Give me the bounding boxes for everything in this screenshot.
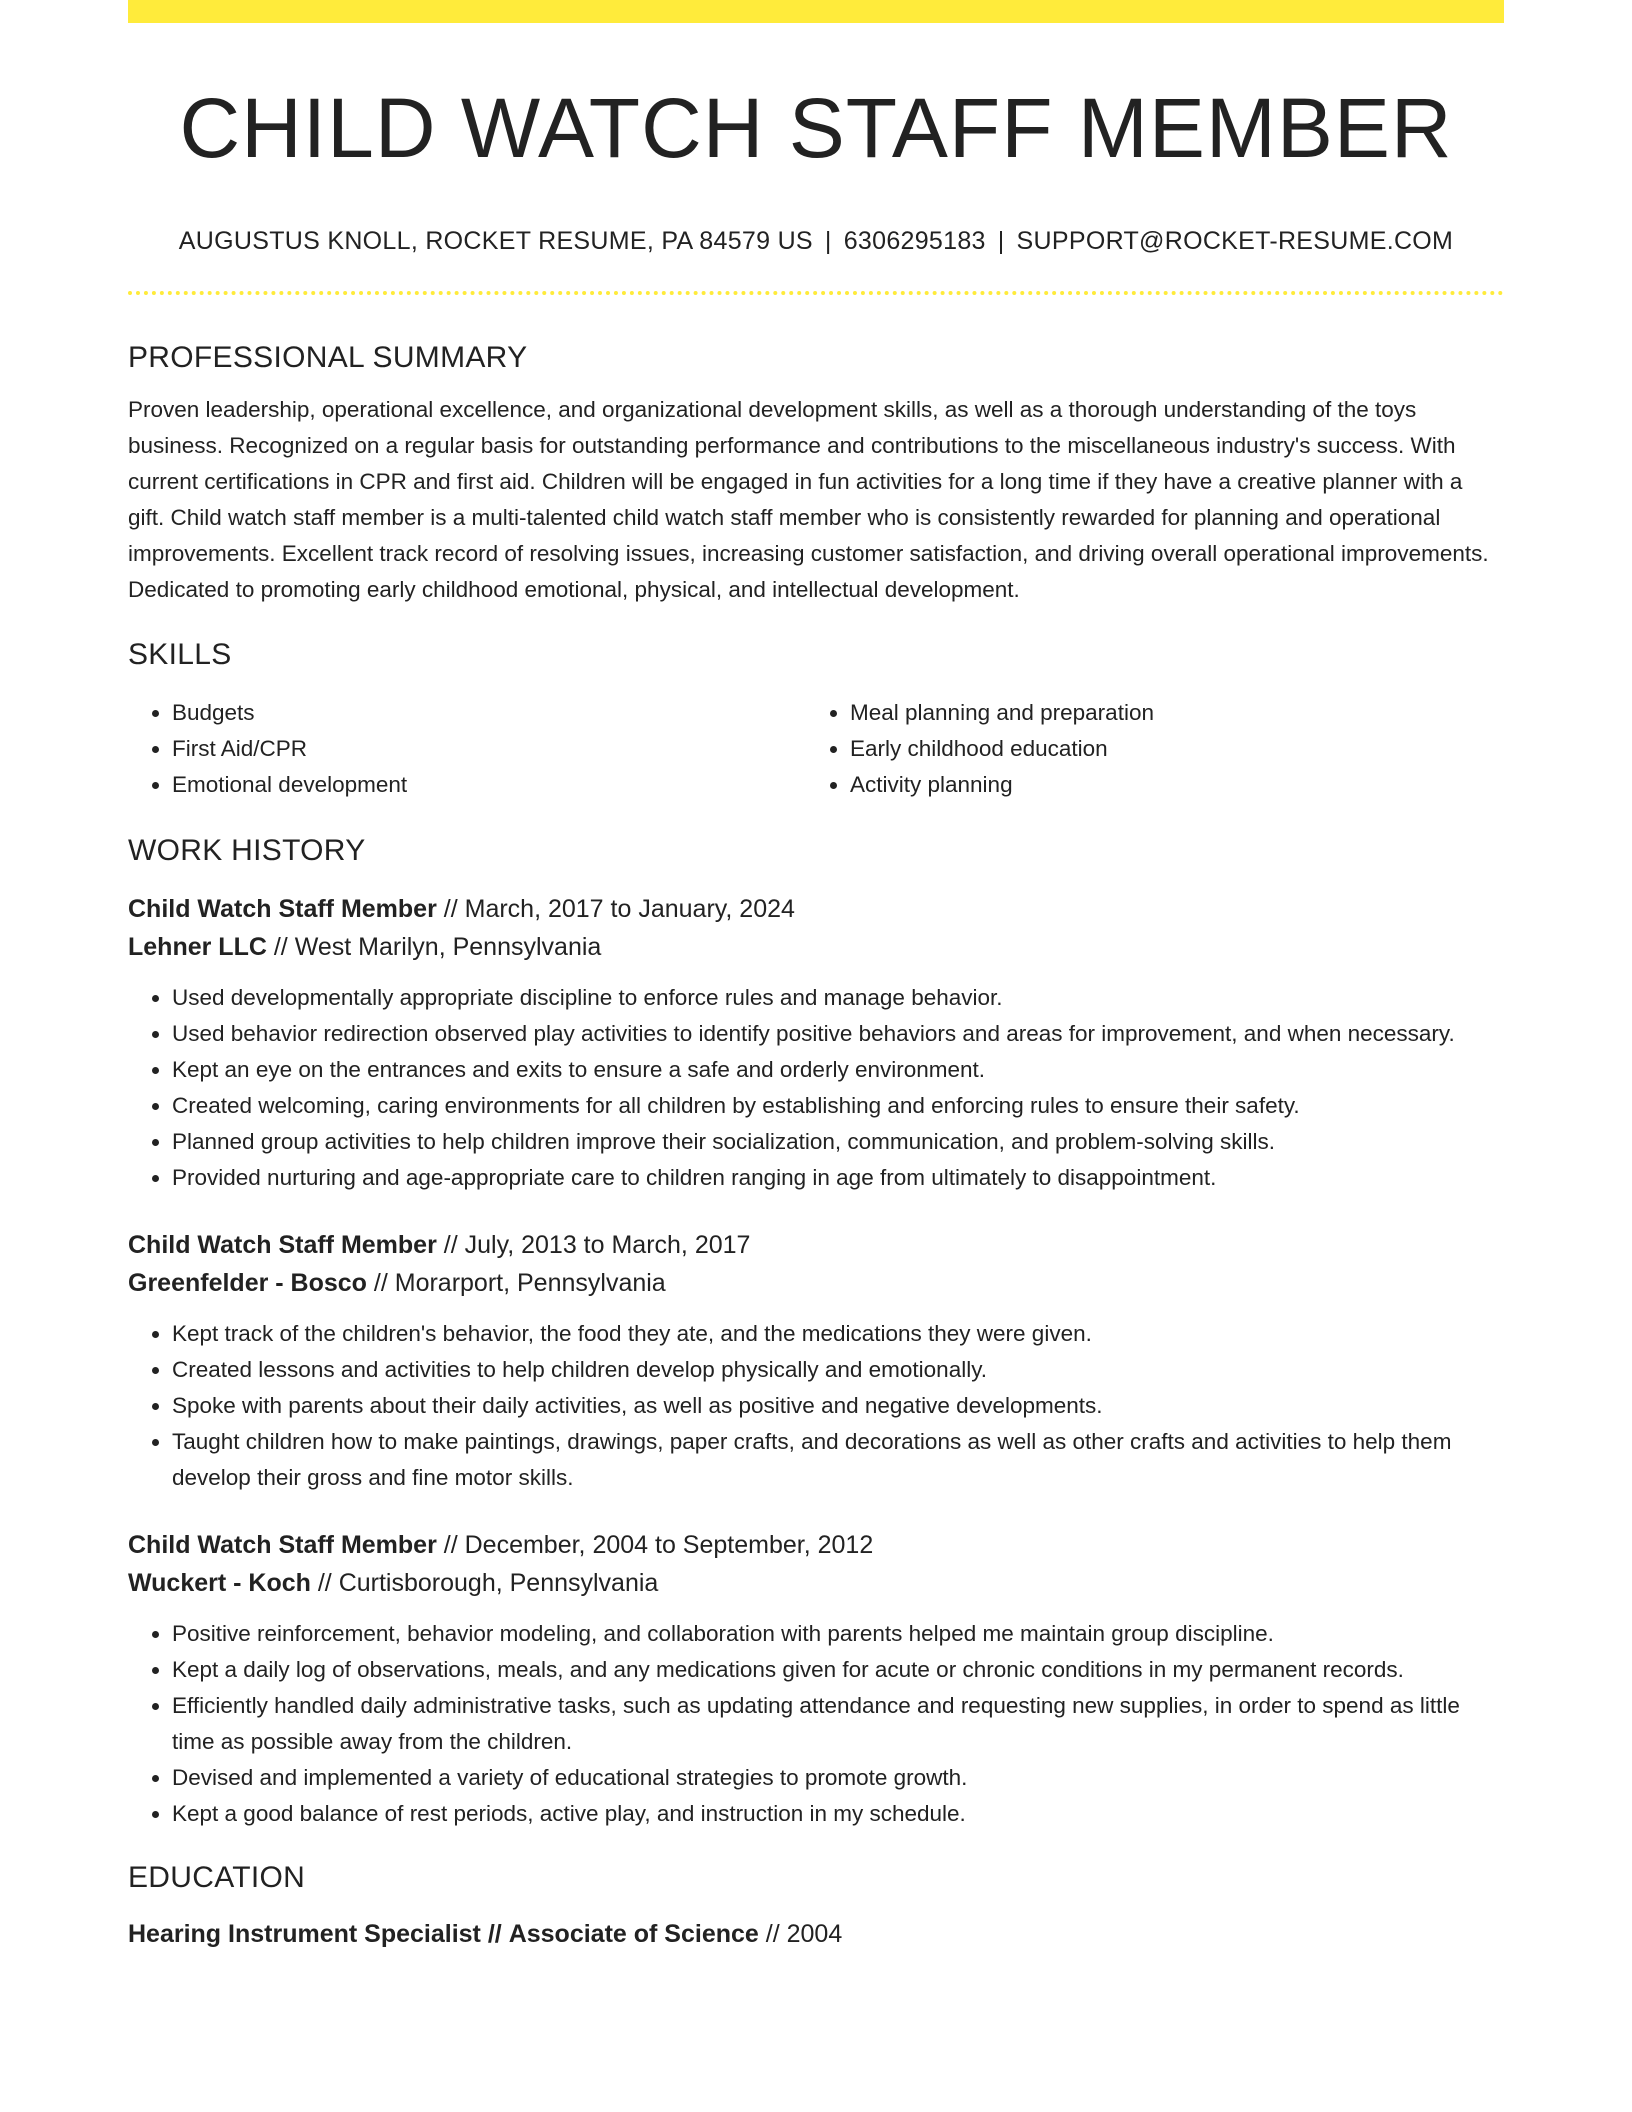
skill-item: • Emotional development [172, 767, 806, 803]
job-company: Greenfelder - Bosco [128, 1269, 367, 1297]
job-company-line [128, 928, 1504, 966]
job-bullet: • Provided nurturing and age-appropriate care to children ranging in age from ultimately to disappointment. [172, 1160, 1504, 1196]
job-entry [128, 890, 1504, 1196]
dotted-divider [128, 291, 1504, 295]
job-bullet: • Taught children how to make paintings, drawings, paper crafts, and decorations as well as other crafts and activities to help them develop their gross and fine motor skills. [172, 1424, 1504, 1496]
job-company-line [128, 1264, 1504, 1302]
contact-line [128, 227, 1504, 256]
summary-text: Proven leadership, operational excellence, and organizational development skills, as well as a thorough understanding of the toys business. Recognized on a regular basis for outstanding performance and contributions to the miscellaneous industry's success. With current certifications in CPR and first aid. Children will be engaged in fun activities for a long time if they have a creative planner with a gift. Child watch staff member is a multi-talented child watch staff member who is consistently rewarded for planning and operational improvements. Excellent track record of resolving issues, increasing customer satisfaction, and driving overall operational improvements. Dedicated to promoting early childhood emotional, physical, and intellectual development. [128, 397, 1489, 602]
job-bullet: • Planned group activities to help children improve their socialization, communication, and problem-solving skills. [172, 1124, 1504, 1160]
page-title: CHILD WATCH STAFF MEMBER [179, 81, 1453, 175]
job-entry [128, 1526, 1504, 1832]
job-location: // Morarport, Pennsylvania [373, 1269, 666, 1297]
job-bullet: • Positive reinforcement, behavior modeling, and collaboration with parents helped me maintain group discipline. [172, 1616, 1504, 1652]
skill-item: • Activity planning [850, 767, 1484, 803]
education-year: // 2004 [765, 1920, 843, 1948]
job-title-line [128, 890, 1504, 928]
job-bullet: • Created lessons and activities to help children develop physically and emotionally. [172, 1352, 1504, 1388]
skill-item: • Early childhood education [850, 731, 1484, 767]
job-bullet: • Used developmentally appropriate discipline to enforce rules and manage behavior. [172, 980, 1504, 1016]
job-bullet: • Efficiently handled daily administrative tasks, such as updating attendance and requesting new supplies, in order to spend as little time as possible away from the children. [172, 1688, 1504, 1760]
skills-grid [128, 695, 1504, 803]
job-title: Child Watch Staff Member [128, 1531, 437, 1559]
job-dates: // December, 2004 to September, 2012 [443, 1531, 874, 1559]
job-title-line [128, 1226, 1504, 1264]
education-entry [128, 1915, 1504, 1953]
resume-page [128, 0, 1504, 1953]
contact-separator: | [824, 227, 832, 255]
job-bullet: • Devised and implemented a variety of educational strategies to promote growth. [172, 1760, 1504, 1796]
job-title: Child Watch Staff Member [128, 895, 437, 923]
job-bullet: • Spoke with parents about their daily activities, as well as positive and negative developments. [172, 1388, 1504, 1424]
job-company-line [128, 1564, 1504, 1602]
job-dates: // July, 2013 to March, 2017 [443, 1231, 751, 1259]
skills-left-list [128, 695, 806, 803]
skills-heading: SKILLS [128, 638, 232, 671]
job-company: Wuckert - Koch [128, 1569, 311, 1597]
skills-right-list [806, 695, 1484, 803]
accent-top-bar [128, 0, 1504, 23]
job-entry [128, 1226, 1504, 1496]
work-history-heading: WORK HISTORY [128, 834, 366, 867]
education-heading: EDUCATION [128, 1861, 306, 1894]
job-bullet: • Kept a daily log of observations, meals, and any medications given for acute or chronic conditions in my permanent records. [172, 1652, 1504, 1688]
education-separator: // [487, 1920, 502, 1948]
job-bullet: • Kept track of the children's behavior, the food they ate, and the medications they were given. [172, 1316, 1504, 1352]
job-bullet: • Kept an eye on the entrances and exits to ensure a safe and orderly environment. [172, 1052, 1504, 1088]
job-title-line [128, 1526, 1504, 1564]
job-bullets [128, 1616, 1504, 1832]
education-field: Hearing Instrument Specialist [128, 1920, 481, 1948]
skill-item: • First Aid/CPR [172, 731, 806, 767]
contact-phone: 6306295183 [843, 227, 986, 255]
contact-separator: | [997, 227, 1005, 255]
job-location: // West Marilyn, Pennsylvania [273, 933, 602, 961]
job-title: Child Watch Staff Member [128, 1231, 437, 1259]
education-degree: Associate of Science [508, 1920, 759, 1948]
job-bullets [128, 1316, 1504, 1496]
summary-heading: PROFESSIONAL SUMMARY [128, 341, 528, 374]
contact-address: AUGUSTUS KNOLL, ROCKET RESUME, PA 84579 US [178, 227, 813, 255]
skill-item: • Budgets [172, 695, 806, 731]
job-bullets [128, 980, 1504, 1196]
job-company: Lehner LLC [128, 933, 267, 961]
contact-email: SUPPORT@ROCKET-RESUME.COM [1016, 227, 1454, 255]
job-bullet: • Created welcoming, caring environments for all children by establishing and enforcing rules to ensure their safety. [172, 1088, 1504, 1124]
job-bullet: • Kept a good balance of rest periods, active play, and instruction in my schedule. [172, 1796, 1504, 1832]
job-dates: // March, 2017 to January, 2024 [443, 895, 795, 923]
skill-item: • Meal planning and preparation [850, 695, 1484, 731]
job-bullet: • Used behavior redirection observed play activities to identify positive behaviors and areas for improvement, and when necessary. [172, 1016, 1504, 1052]
job-location: // Curtisborough, Pennsylvania [317, 1569, 659, 1597]
